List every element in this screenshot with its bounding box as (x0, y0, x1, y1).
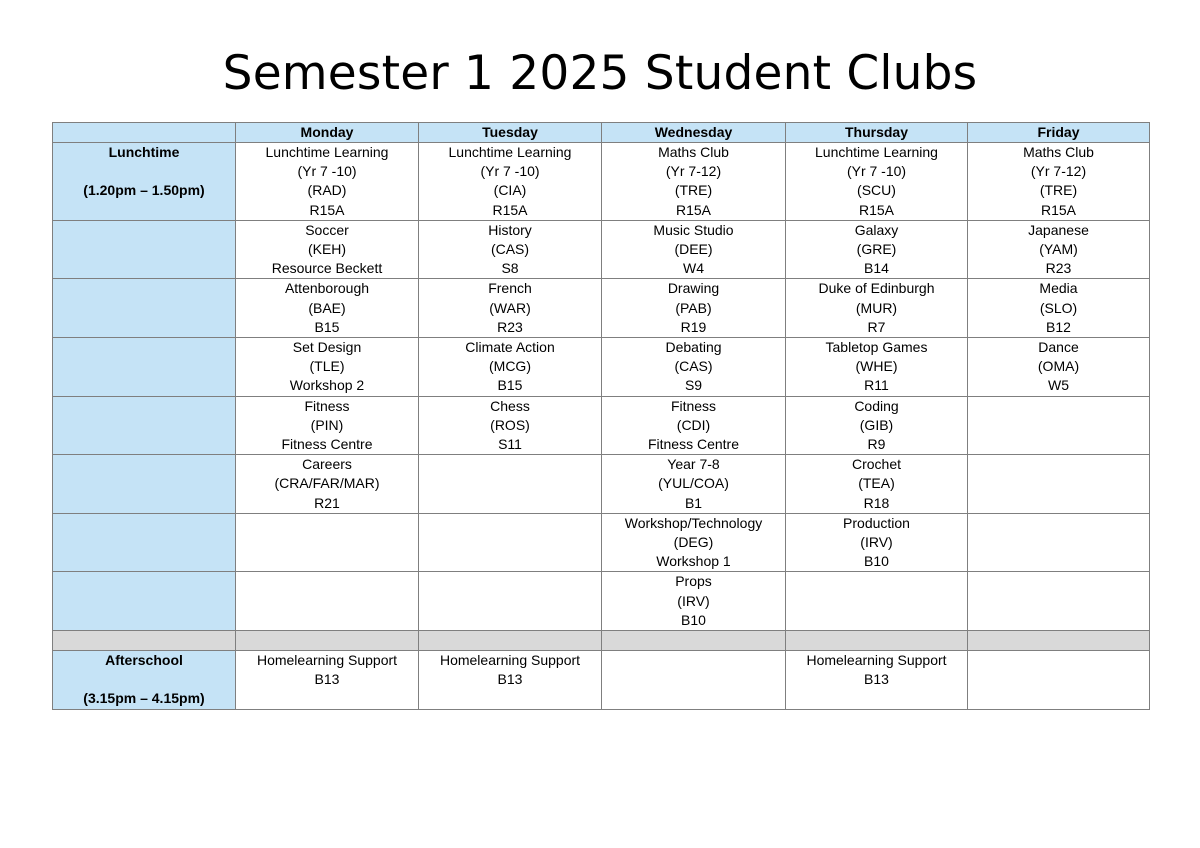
club-cell-monday (236, 338, 419, 397)
club-detail: (MUR) (855, 299, 898, 316)
session-label-cell (53, 220, 236, 279)
club-name: Workshop/Technology (624, 514, 763, 531)
club-name: Attenborough (284, 280, 370, 297)
club-cell-tuesday (419, 651, 602, 710)
club-name: Production (843, 514, 910, 531)
club-cell-monday (236, 513, 419, 572)
session-label-line: Afterschool (105, 652, 183, 669)
club-cell-monday (236, 143, 419, 221)
header-corner (53, 123, 236, 143)
session-label-cell (53, 143, 236, 221)
club-cell-thursday (786, 455, 968, 514)
club-detail: R15A (858, 201, 895, 218)
club-detail: Workshop 2 (289, 377, 365, 394)
club-name: Maths Club (1023, 144, 1094, 160)
day-header: Thursday (786, 123, 968, 143)
session-label-cell (53, 651, 236, 710)
club-detail: (Yr 7-12) (1030, 163, 1087, 180)
club-cell-monday (236, 572, 419, 631)
club-cell-tuesday (419, 279, 602, 338)
club-detail: (ROS) (490, 416, 530, 433)
club-detail: B15 (497, 377, 523, 394)
club-cell-wednesday (602, 455, 786, 514)
club-cell-friday (968, 220, 1150, 279)
club-detail: (DEE) (674, 241, 713, 258)
timetable-row (53, 143, 1150, 221)
club-cell-tuesday (419, 513, 602, 572)
session-label-cell (53, 338, 236, 397)
club-cell-thursday (786, 513, 968, 572)
club-detail: (BAE) (308, 299, 346, 316)
club-detail: R23 (497, 318, 523, 335)
club-detail: (OMA) (1037, 358, 1080, 375)
club-cell-thursday (786, 279, 968, 338)
club-detail: (GIB) (859, 416, 894, 433)
club-detail: (CDI) (676, 416, 711, 433)
header-row (53, 123, 1150, 143)
club-name: Drawing (667, 280, 720, 297)
club-detail: (GRE) (856, 241, 897, 258)
club-detail: S9 (684, 377, 703, 394)
session-label-line: (3.15pm – 4.15pm) (83, 690, 205, 707)
club-detail: B10 (864, 553, 889, 570)
club-detail: (WAR) (489, 299, 531, 316)
club-detail: W5 (1048, 377, 1069, 394)
club-name: Maths Club (658, 144, 729, 160)
club-cell-monday (236, 455, 419, 514)
club-detail: R19 (680, 318, 707, 335)
club-cell-tuesday (419, 396, 602, 455)
club-cell-friday (968, 651, 1150, 710)
club-cell-wednesday (602, 143, 786, 221)
club-name: Homelearning Support (439, 652, 581, 669)
club-name: Soccer (305, 221, 349, 238)
club-name: French (488, 280, 532, 297)
club-name: Homelearning Support (806, 652, 947, 669)
session-label-line (53, 162, 235, 181)
club-detail: (TRE) (674, 182, 713, 199)
club-name: Lunchtime Learning (815, 144, 938, 160)
club-detail: R18 (863, 494, 890, 511)
club-detail: (RAD) (307, 182, 347, 199)
club-detail: S11 (498, 436, 522, 453)
club-cell-wednesday (602, 513, 786, 572)
club-name: Crochet (851, 456, 902, 473)
club-detail: B13 (497, 671, 523, 688)
club-name: Set Design (292, 339, 362, 356)
club-detail: R15A (675, 201, 712, 218)
timetable-row (53, 572, 1150, 631)
club-detail: S8 (501, 260, 519, 277)
club-cell-friday (968, 338, 1150, 397)
club-name: Chess (490, 397, 530, 414)
club-detail: (WHE) (855, 358, 898, 375)
club-name: Duke of Edinburgh (818, 280, 935, 297)
club-detail: (Yr 7 -10) (297, 163, 357, 180)
timetable-row (53, 651, 1150, 710)
club-detail: (TLE) (309, 358, 345, 375)
club-cell-friday (968, 572, 1150, 631)
club-detail: (IRV) (677, 592, 710, 609)
club-detail: R11 (864, 377, 889, 394)
club-cell-tuesday (419, 631, 602, 651)
club-detail: B13 (864, 671, 889, 688)
timetable-row (53, 220, 1150, 279)
club-name: Lunchtime Learning (448, 144, 572, 160)
session-label-line: Lunchtime (108, 144, 180, 160)
club-cell-tuesday (419, 572, 602, 631)
club-detail: (IRV) (860, 534, 893, 551)
club-cell-friday (968, 143, 1150, 221)
club-cell-friday (968, 631, 1150, 651)
club-cell-thursday (786, 651, 968, 710)
club-name: Fitness (304, 397, 350, 414)
club-name: Fitness (670, 397, 717, 414)
club-name: Careers (302, 456, 352, 473)
club-detail: (CAS) (490, 241, 530, 258)
club-cell-friday (968, 396, 1150, 455)
club-detail: (KEH) (307, 241, 347, 258)
day-header: Wednesday (602, 123, 786, 143)
day-header: Friday (968, 123, 1150, 143)
club-detail: Workshop 1 (656, 553, 731, 570)
club-detail: B14 (864, 260, 889, 277)
day-header: Monday (236, 123, 419, 143)
club-cell-friday (968, 513, 1150, 572)
page-title: Semester 1 2025 Student Clubs (222, 46, 978, 101)
club-detail: R15A (1040, 201, 1077, 218)
club-detail: (PIN) (310, 416, 344, 433)
session-label-cell (53, 279, 236, 338)
club-name: History (488, 221, 532, 238)
club-cell-monday (236, 396, 419, 455)
club-cell-thursday (786, 572, 968, 631)
club-name: Media (1039, 280, 1078, 297)
timetable-body (53, 143, 1150, 710)
club-cell-wednesday (602, 220, 786, 279)
day-header: Tuesday (419, 123, 602, 143)
club-detail: (MCG) (489, 358, 531, 375)
club-detail: (CAS) (674, 358, 713, 375)
club-cell-tuesday (419, 338, 602, 397)
club-detail: (YUL/COA) (658, 475, 729, 492)
session-label-cell (53, 513, 236, 572)
club-cell-tuesday (419, 143, 602, 221)
club-cell-wednesday (602, 338, 786, 397)
club-name: Japanese (1028, 221, 1089, 238)
club-cell-wednesday (602, 396, 786, 455)
club-detail: (TEA) (858, 475, 895, 492)
separator-row (53, 631, 1150, 651)
club-detail: (DEG) (673, 534, 714, 551)
club-cell-tuesday (419, 455, 602, 514)
club-detail: (Yr 7 -10) (480, 163, 540, 180)
clubs-timetable (52, 122, 1150, 710)
session-label-line (53, 670, 235, 689)
club-name: Climate Action (465, 339, 555, 356)
club-name: Year 7-8 (667, 456, 720, 473)
timetable-row (53, 455, 1150, 514)
timetable-row (53, 396, 1150, 455)
session-label-cell (53, 572, 236, 631)
club-cell-thursday (786, 396, 968, 455)
club-detail: (TRE) (1039, 182, 1078, 199)
club-cell-wednesday (602, 572, 786, 631)
club-name: Dance (1038, 339, 1079, 356)
club-detail: R21 (314, 494, 340, 511)
club-cell-wednesday (602, 279, 786, 338)
club-detail: (Yr 7 -10) (846, 163, 907, 180)
club-cell-thursday (786, 143, 968, 221)
club-name: Lunchtime Learning (265, 144, 389, 160)
club-cell-thursday (786, 631, 968, 651)
club-cell-monday (236, 631, 419, 651)
timetable-row (53, 338, 1150, 397)
club-detail: R23 (1045, 260, 1072, 277)
club-detail: (PAB) (675, 299, 712, 316)
club-detail: W4 (683, 260, 704, 277)
club-cell-friday (968, 279, 1150, 338)
club-detail: B15 (314, 318, 340, 335)
club-cell-monday (236, 651, 419, 710)
club-cell-monday (236, 220, 419, 279)
timetable-row (53, 513, 1150, 572)
club-detail: (CIA) (493, 182, 527, 199)
club-detail: R7 (867, 318, 886, 335)
club-detail: R9 (867, 436, 886, 453)
club-detail: R15A (309, 201, 345, 218)
session-label-cell (53, 455, 236, 514)
club-name: Props (675, 573, 712, 590)
club-cell-friday (968, 455, 1150, 514)
club-detail: (SCU) (857, 182, 896, 199)
session-label-cell (53, 396, 236, 455)
club-detail: Fitness Centre (647, 436, 740, 453)
club-detail: (CRA/FAR/MAR) (274, 475, 380, 492)
club-cell-wednesday (602, 631, 786, 651)
club-name: Tabletop Games (825, 339, 928, 356)
club-cell-monday (236, 279, 419, 338)
club-detail: B10 (681, 611, 706, 628)
club-cell-thursday (786, 338, 968, 397)
club-detail: B13 (314, 671, 340, 688)
timetable-row (53, 279, 1150, 338)
session-label-cell (53, 631, 236, 651)
club-name: Debating (665, 339, 722, 356)
club-detail: (YAM) (1039, 241, 1078, 258)
club-detail: Resource Beckett (271, 260, 383, 277)
club-detail: (SLO) (1039, 299, 1078, 316)
club-cell-wednesday (602, 651, 786, 710)
club-name: Coding (854, 397, 899, 414)
club-name: Music Studio (653, 221, 734, 238)
club-name: Homelearning Support (256, 652, 398, 669)
club-detail: Fitness Centre (281, 436, 373, 453)
club-detail: (Yr 7-12) (665, 163, 722, 180)
club-name: Galaxy (854, 221, 899, 238)
club-detail: R15A (492, 201, 528, 218)
club-detail: B12 (1046, 318, 1071, 335)
club-detail: B1 (684, 494, 703, 511)
club-cell-tuesday (419, 220, 602, 279)
session-label-line: (1.20pm – 1.50pm) (83, 182, 205, 199)
club-cell-thursday (786, 220, 968, 279)
